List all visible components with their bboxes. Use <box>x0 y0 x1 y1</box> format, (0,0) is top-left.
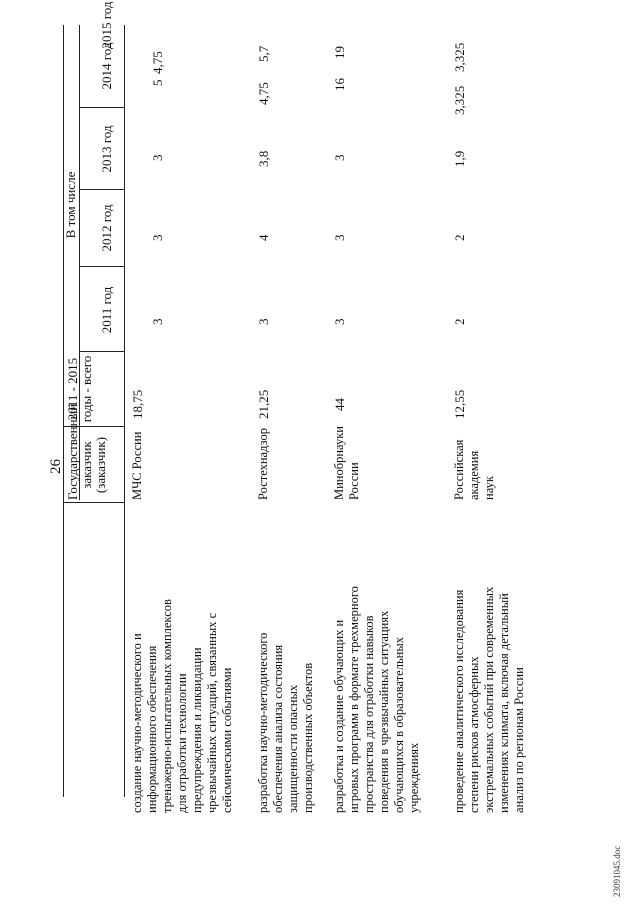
row-3-2011: 3 <box>332 318 347 325</box>
row-3-2015: 19 <box>332 46 347 59</box>
header-bottom-line <box>124 25 125 797</box>
row-2-description: разработка научно-методического обеспечения анализа состояния защищенности опасных производственных объектов <box>256 632 315 813</box>
row-2-total: 21,25 <box>256 389 271 419</box>
header-year-2013: 2013 год <box>99 125 114 173</box>
row-1-description: создание научно-методического и информационного обеспечения тренажерно-испытательных комплексов для отработки технологии предупреждения и ликвидации чрезвычайных ситуаций, связанных с сейсмическими событиями <box>130 599 234 813</box>
row-2-2015: 5,7 <box>256 45 271 62</box>
row-1-2012: 3 <box>150 234 165 241</box>
col-sep-2014 <box>79 107 124 108</box>
col-sep-2013 <box>79 189 124 190</box>
row-1-2013: 3 <box>150 154 165 161</box>
header-total: 2011 - 2015 годы - всего <box>65 355 94 423</box>
header-customer: Государственный заказчик (заказчик) <box>65 403 108 500</box>
header-including: В том числе <box>63 171 78 239</box>
row-3-description: разработка и создание обучающих и игровых программ в формате трехмерного пространства для отработки навыков поведения в чрезвычайных ситуациях обучающихся в образовательных учреждениях <box>332 586 421 813</box>
row-4-2015: 3,325 <box>452 42 467 72</box>
row-4-total: 12,55 <box>452 389 467 419</box>
row-3-2013: 3 <box>332 154 347 161</box>
row-3-total: 44 <box>332 398 347 411</box>
row-1-2014: 5 <box>150 79 165 86</box>
page-number: 26 <box>48 459 64 474</box>
row-1-2015: 4,75 <box>150 51 165 74</box>
col-sep-2012 <box>79 266 124 267</box>
row-4-2014: 3,325 <box>452 85 467 115</box>
row-3-customer: Минобрнауки России <box>332 426 361 500</box>
row-4-2011: 2 <box>452 318 467 325</box>
header-year-2015: 2015 год <box>99 1 114 49</box>
row-4-customer: Российская академия наук <box>452 439 496 500</box>
row-4-2013: 1,9 <box>452 150 467 167</box>
row-2-2014: 4,75 <box>256 82 271 105</box>
row-2-2012: 4 <box>256 234 271 241</box>
row-1-2011: 3 <box>150 318 165 325</box>
header-year-2012: 2012 год <box>99 204 114 252</box>
header-year-2014: 2014 год <box>99 42 114 90</box>
col-sep-customer <box>63 502 124 503</box>
row-1-customer: МЧС России <box>130 431 144 500</box>
row-2-2013: 3,8 <box>256 150 271 167</box>
row-4-2012: 2 <box>452 234 467 241</box>
header-year-2011: 2011 год <box>99 286 114 334</box>
col-sep-2011 <box>79 351 124 352</box>
row-4-description: проведение аналитического исследования степени рисков атмосферных экстремальных событий при современных изменениях климата, включая детальный анализ по регионам России <box>452 586 526 813</box>
row-2-2011: 3 <box>256 318 271 325</box>
row-3-2014: 16 <box>332 78 347 91</box>
row-3-2012: 3 <box>332 234 347 241</box>
row-2-customer: Ростехнадзор <box>256 428 270 500</box>
document-id: 23091045.doc <box>612 845 622 897</box>
row-1-total: 18,75 <box>130 389 145 419</box>
